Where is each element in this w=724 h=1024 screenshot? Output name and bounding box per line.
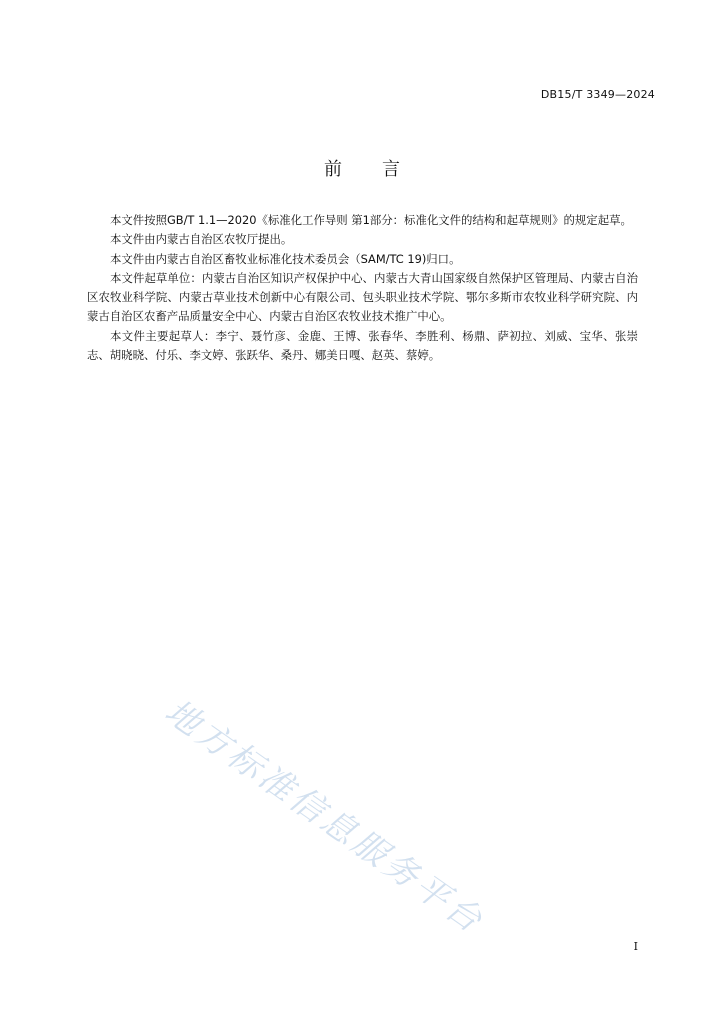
paragraph-proposer: 本文件由内蒙古自治区农牧厅提出。	[110, 232, 293, 247]
paragraph-drafting-rules: 本文件按照GB/T 1.1—2020《标准化工作导则 第1部分：标准化文件的结构和起草规则》的规定起草。	[110, 213, 632, 227]
title-char-2: 言	[382, 159, 400, 180]
paragraph-drafters: 本文件主要起草人：李宁、聂竹彦、金鹿、王博、张春华、李胜利、杨鼎、萨初拉、刘威、宝华、张崇志、胡晓晓、付乐、李文婷、张跃华、桑丹、娜美日嘎、赵英、蔡婷。	[87, 328, 638, 363]
paragraph-drafting-units: 本文件起草单位：内蒙古自治区知识产权保护中心、内蒙古大青山国家级自然保护区管理局、内蒙古自治区农牧业科学院、内蒙古草业技术创新中心有限公司、包头职业技术学院、鄂尔多斯市农牧业科学研究院、内蒙古自治区农畜产品质量安全中心、内蒙古自治区农牧业技术推广中心。	[87, 270, 638, 324]
standard-code: DB15/T 3349—2024	[540, 88, 655, 101]
watermark: 地方标准信息服务平台	[157, 691, 492, 943]
foreword-body	[87, 211, 638, 365]
paragraph-centralized: 本文件由内蒙古自治区畜牧业标准化技术委员会（SAM/TC 19)归口。	[110, 251, 461, 266]
title-char-1: 前	[324, 159, 342, 180]
page-number: I	[633, 940, 638, 953]
page-title	[0, 155, 724, 181]
